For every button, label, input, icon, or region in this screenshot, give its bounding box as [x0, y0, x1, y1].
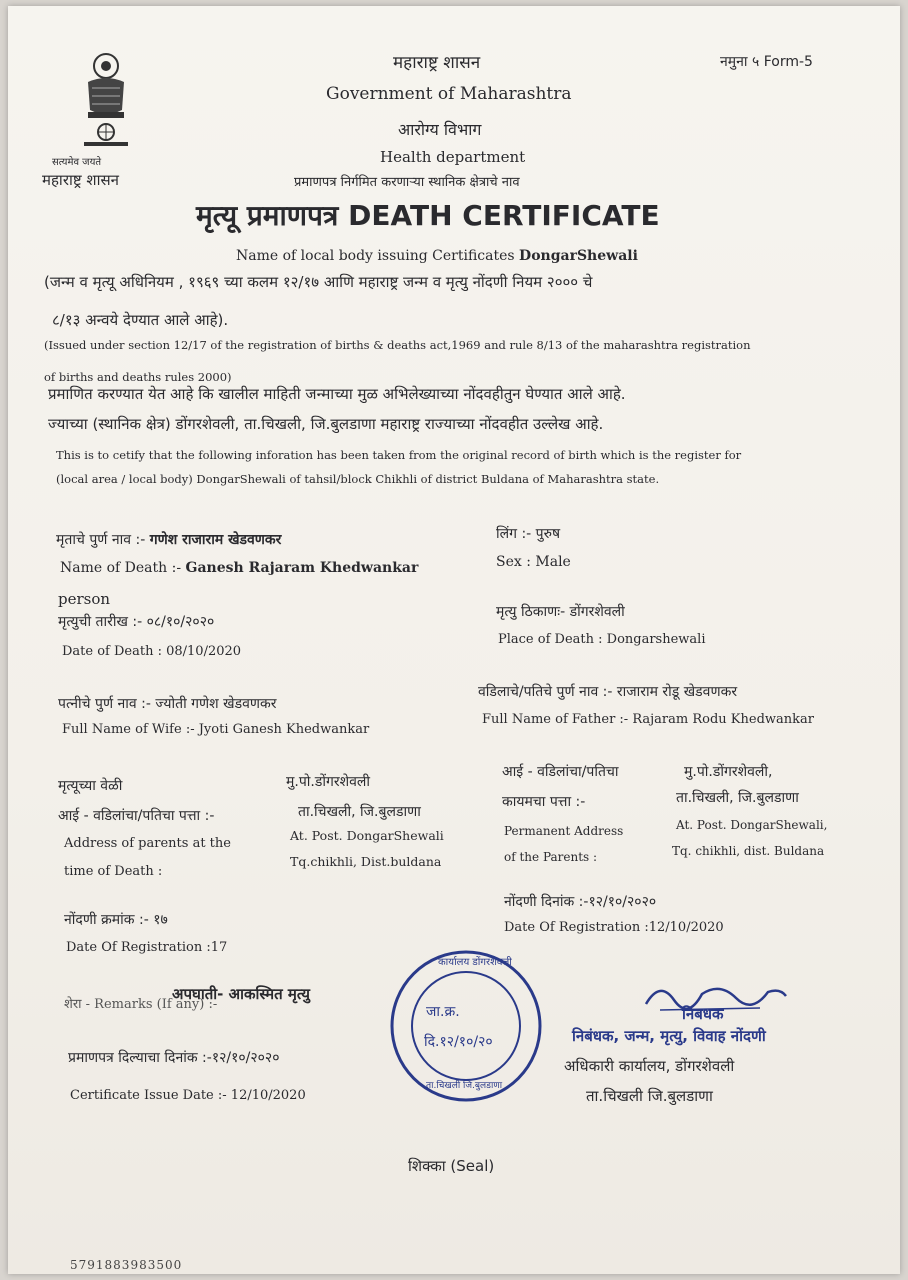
form-number: नमुना ५ Form-5	[720, 54, 813, 70]
address-at-death-en-label-1: Address of parents at the	[64, 836, 231, 851]
certificate-title: मृत्यू प्रमाणपत्र DEATH CERTIFICATE	[196, 199, 660, 232]
sex-english: Sex : Male	[496, 554, 571, 570]
certify-english-line-1: This is to cetify that the following inforation has been taken from the original record of birth which is the register for	[56, 448, 742, 462]
father-name-english: Full Name of Father :- Rajaram Rodu Khedwankar	[482, 712, 814, 727]
registration-date-english: Date Of Registration :12/10/2020	[504, 920, 724, 935]
address-at-death-en-value-1: At. Post. DongarShewali	[290, 828, 444, 843]
address-at-death-mr-value-2: ता.चिखली, जि.बुलडाणा	[298, 804, 421, 820]
registrar-line-1: निबंधक, जन्म, मृत्यु, विवाह नोंदणी	[572, 1027, 766, 1045]
address-at-death-mr-label-1: मृत्यूच्या वेळी	[58, 778, 123, 794]
permanent-address-en-label-1: Permanent Address	[504, 824, 624, 838]
certify-marathi-line-2: ज्याच्या (स्थानिक क्षेत्र) डोंगरशेवली, ता.चिखली, जि.बुलडाणा महाराष्ट्र राज्याच्या नोंदवहीत उल्लेख आहे.	[48, 415, 604, 433]
state-emblem-icon	[66, 48, 146, 158]
father-name-marathi: वडिलाचे/पतिचे पुर्ण नाव :- राजाराम रोडू खेडवणकर	[478, 684, 738, 700]
act-english-line-1: (Issued under section 12/17 of the registration of births & deaths act,1969 and rule 8/13 of the maharashtra registration	[44, 338, 751, 352]
dept-marathi: आरोग्य विभाग	[398, 120, 482, 139]
permanent-address-en-label-2: of the Parents :	[504, 850, 598, 864]
deceased-name-english-label: Name of Death :-	[60, 560, 182, 576]
remarks-value: अपघाती- आकस्मित मृत्यु	[172, 985, 310, 1003]
act-marathi-line-1: (जन्म व मृत्यू अधिनियम , १९६९ च्या कलम १२/१७ आणि महाराष्ट्र जन्म व मृत्यु नोंदणी नियम २००० चे	[44, 273, 593, 291]
footer-code: 5791883983500	[70, 1258, 183, 1272]
issue-date-english: Certificate Issue Date :- 12/10/2020	[70, 1088, 306, 1103]
local-body-label: Name of local body issuing Certificates	[236, 248, 515, 264]
date-of-death-marathi: मृत्युची तारीख :- ०८/१०/२०२०	[58, 614, 215, 630]
wife-name-english: Full Name of Wife :- Jyoti Ganesh Khedwankar	[62, 722, 370, 737]
place-of-death-marathi: मृत्यु ठिकाणः- डोंगरशेवली	[496, 604, 625, 620]
local-body-value: DongarShewali	[519, 248, 638, 264]
permanent-address-mr-value-1: मु.पो.डोंगरशेवली,	[684, 764, 773, 780]
sex-marathi: लिंग :- पुरुष	[496, 526, 561, 542]
permanent-address-en-value-1: At. Post. DongarShewali,	[676, 818, 828, 832]
deceased-name-english-value: Ganesh Rajaram Khedwankar	[185, 560, 419, 576]
emblem-caption: महाराष्ट्र शासन	[42, 171, 119, 189]
issue-date-marathi: प्रमाणपत्र दिल्याचा दिनांक :-१२/१०/२०२०	[68, 1050, 280, 1066]
certify-english-line-2: (local area / local body) DongarShewali of tahsil/block Chikhli of district Buldana of Maharashtra state.	[56, 472, 660, 486]
registrar-title: निबधक	[682, 1005, 724, 1023]
registration-number-marathi: नोंदणी क्रमांक :- १७	[64, 912, 168, 928]
deceased-name-marathi-value: गणेश राजाराम खेडवणकर	[149, 532, 282, 548]
address-at-death-en-label-2: time of Death :	[64, 864, 163, 879]
registrar-line-3: ता.चिखली जि.बुलडाणा	[586, 1087, 713, 1105]
certify-marathi-line-1: प्रमाणित करण्यात येत आहे कि खालील माहिती जन्माच्या मुळ अभिलेख्याच्या नोंदवहीतुन घेण्यात आले आहे.	[48, 385, 626, 403]
permanent-address-mr-label-2: कायमचा पत्ता :-	[502, 794, 586, 810]
address-at-death-mr-label-2: आई - वडिलांचा/पतिचा पत्ता :-	[58, 808, 215, 824]
permanent-address-mr-value-2: ता.चिखली, जि.बुलडाणा	[676, 790, 799, 806]
seal-ja-kr: जा.क्र.	[426, 1004, 460, 1020]
registrar-line-2: अधिकारी कार्यालय, डोंगरशेवली	[564, 1057, 735, 1075]
issuing-body-label: प्रमाणपत्र निर्गमित करणाऱ्या स्थानिक क्षेत्राचे नाव	[294, 175, 520, 190]
gov-english: Government of Maharashtra	[326, 84, 572, 104]
remarks-label: शेरा - Remarks (If any) :-	[64, 997, 218, 1012]
registration-number-english: Date Of Registration :17	[66, 940, 228, 955]
address-at-death-mr-value-1: मु.पो.डोंगरशेवली	[286, 774, 370, 790]
dept-english: Health department	[380, 148, 526, 166]
deceased-name-marathi	[56, 530, 281, 549]
seal-date: दि.१२/१०/२०	[424, 1034, 493, 1050]
permanent-address-mr-label-1: आई - वडिलांचा/पतिचा	[502, 764, 619, 780]
local-body-line	[236, 248, 638, 264]
gov-marathi: महाराष्ट्र शासन	[393, 53, 481, 73]
act-marathi-line-2: ८/१३ अन्वये देण्यात आले आहे).	[52, 311, 229, 329]
deceased-name-marathi-label: मृताचे पुर्ण नाव :-	[56, 532, 146, 548]
date-of-death-english: Date of Death : 08/10/2020	[62, 644, 242, 659]
registration-date-marathi: नोंदणी दिनांक :-१२/१०/२०२०	[504, 894, 657, 910]
seal-ring-text: कार्यालय डोंगरशेवली	[438, 957, 512, 968]
act-english-line-2: of births and deaths rules 2000)	[44, 370, 232, 384]
permanent-address-en-value-2: Tq. chikhli, dist. Buldana	[672, 844, 825, 858]
emblem-motto: सत्यमेव जयते	[52, 157, 102, 168]
address-at-death-en-value-2: Tq.chikhli, Dist.buldana	[290, 854, 442, 869]
seal-label: शिक्का (Seal)	[408, 1157, 495, 1175]
seal-bottom-text: ता.चिखली जि.बुलडाणा	[426, 1081, 503, 1091]
deceased-name-english	[60, 560, 418, 576]
wife-name-marathi: पत्नीचे पुर्ण नाव :- ज्योती गणेश खेडवणकर	[58, 696, 277, 712]
person-text: person	[58, 590, 111, 608]
certificate-paper	[8, 6, 900, 1274]
place-of-death-english: Place of Death : Dongarshewali	[498, 632, 706, 647]
